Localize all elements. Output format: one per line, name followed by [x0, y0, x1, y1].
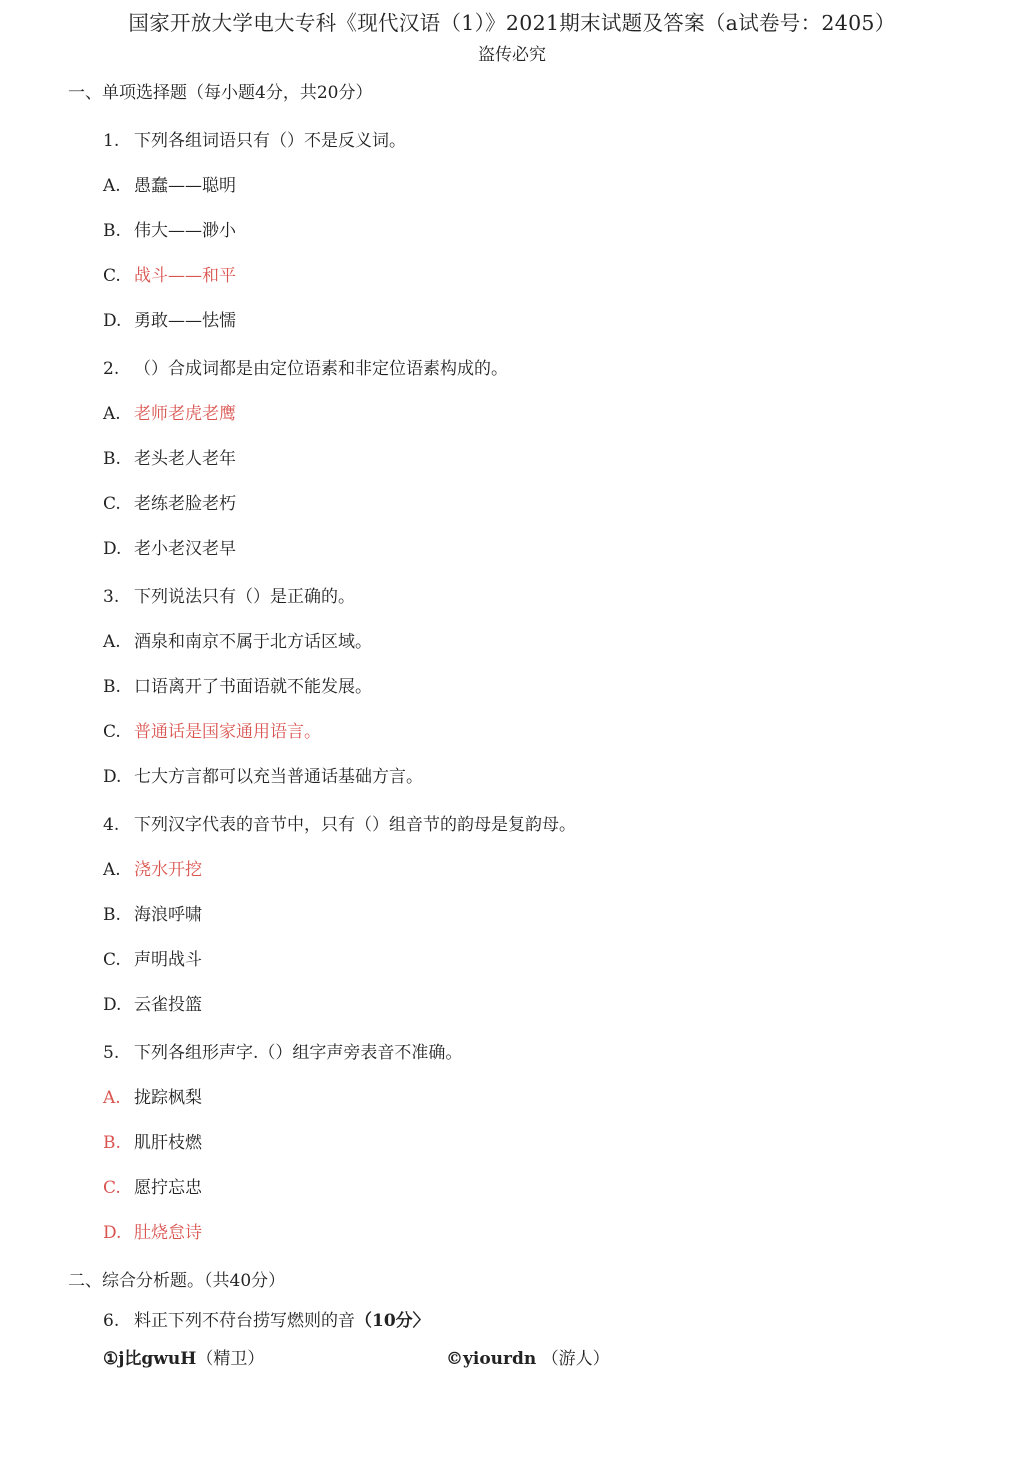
q1-option-c-answer: [103, 261, 236, 286]
option-text-answer: 老师老虎老鹰: [134, 404, 236, 424]
option-label: D.: [103, 767, 122, 787]
q3-option-d: [103, 762, 423, 787]
option-label: D.: [103, 539, 122, 559]
q6-item-1: [103, 1344, 264, 1369]
option-text: 拢踪枫梨: [134, 1088, 202, 1108]
q5-option-d-answer: [103, 1218, 202, 1243]
option-text: 愚蠢——聪明: [134, 176, 236, 196]
question-number: 3.: [103, 587, 120, 607]
option-text: 声明战斗: [134, 950, 202, 970]
question-number: 6.: [103, 1311, 120, 1331]
question-3: [103, 582, 355, 607]
option-text-answer: 普通话是国家通用语言。: [134, 722, 321, 742]
option-label: B.: [103, 449, 121, 469]
option-label-answer: A.: [103, 1088, 121, 1108]
section-heading-single-choice: 一、单项选择题（每小题4分，共20分）: [68, 83, 373, 103]
question-stem: （）合成词都是由定位语素和非定位语素构成的。: [134, 359, 508, 379]
question-score: （10分〉: [355, 1311, 430, 1331]
q5-option-a: [103, 1083, 202, 1108]
option-label: C.: [103, 266, 121, 286]
option-label: A.: [103, 404, 121, 424]
option-text: 勇敢——怯懦: [134, 311, 236, 331]
option-text: 七大方言都可以充当普通话基础方言。: [134, 767, 423, 787]
q3-option-a: [103, 627, 372, 652]
question-stem: 下列各组词语只有（）不是反义词。: [134, 131, 406, 151]
option-text: 伟大——渺小: [134, 221, 236, 241]
option-text-answer: 浇水开挖: [134, 860, 202, 880]
q3-option-b: [103, 672, 372, 697]
question-stem: 下列各组形声字.（）组字声旁表音不准确。: [134, 1043, 463, 1063]
document-subtitle: 盗传必究: [478, 45, 546, 65]
option-label: C.: [103, 950, 121, 970]
option-text: 肌肝枝燃: [134, 1133, 202, 1153]
question-number: 1.: [103, 131, 120, 151]
q6-item-2: [446, 1344, 610, 1369]
option-label: D.: [103, 995, 122, 1015]
option-label: D.: [103, 311, 122, 331]
option-label: A.: [103, 860, 121, 880]
option-label: C.: [103, 494, 121, 514]
q2-option-c: [103, 489, 236, 514]
option-label-answer: C.: [103, 1178, 121, 1198]
question-number: 4.: [103, 815, 120, 835]
option-label: B.: [103, 677, 121, 697]
document-title: 国家开放大学电大专科《现代汉语（1）》2021期末试题及答案（a试卷号：2405）: [128, 11, 896, 35]
pinyin-word: （精卫）: [196, 1349, 265, 1369]
question-4: [103, 810, 576, 835]
q1-option-d: [103, 306, 236, 331]
q4-option-d: [103, 990, 202, 1015]
q2-option-a-answer: [103, 399, 236, 424]
option-label-answer: B.: [103, 1133, 121, 1153]
q5-option-b: [103, 1128, 202, 1153]
q4-option-b: [103, 900, 202, 925]
question-stem: 料正下列不苻台捞写燃则的音: [134, 1311, 355, 1331]
option-label: A.: [103, 632, 121, 652]
question-stem: 下列汉字代表的音节中，只有（）组音节的韵母是复韵母。: [134, 815, 576, 835]
question-number: 5.: [103, 1043, 120, 1063]
q1-option-b: [103, 216, 236, 241]
option-label: A.: [103, 176, 121, 196]
option-label: B.: [103, 221, 121, 241]
q5-option-c: [103, 1173, 202, 1198]
q1-option-a: [103, 171, 236, 196]
option-text-answer: 战斗——和平: [134, 266, 236, 286]
option-label-answer: D.: [103, 1223, 122, 1243]
option-text: 酒泉和南京不属于北方话区域。: [134, 632, 372, 652]
option-text: 口语离开了书面语就不能发展。: [134, 677, 372, 697]
question-number: 2.: [103, 359, 120, 379]
pinyin-word: （游人）: [541, 1349, 610, 1369]
option-text-answer: 肚烧怠诗: [134, 1223, 202, 1243]
q4-option-c: [103, 945, 202, 970]
option-text: 老头老人老年: [134, 449, 236, 469]
option-label: C.: [103, 722, 121, 742]
q2-option-d: [103, 534, 236, 559]
option-text: 老练老脸老朽: [134, 494, 236, 514]
pinyin-code: ©yiourdn: [446, 1349, 537, 1369]
question-1: [103, 126, 406, 151]
option-label: B.: [103, 905, 121, 925]
option-text: 云雀投篮: [134, 995, 202, 1015]
q4-option-a-answer: [103, 855, 202, 880]
section-heading-analysis: 二、综合分析题。（共40分）: [68, 1271, 286, 1291]
question-2: [103, 354, 508, 379]
question-stem: 下列说法只有（）是正确的。: [134, 587, 355, 607]
question-6: [103, 1306, 430, 1331]
q2-option-b: [103, 444, 236, 469]
option-text: 愿拧忘忠: [134, 1178, 202, 1198]
pinyin-code: ①j比gwuH: [103, 1349, 197, 1369]
option-text: 老小老汉老早: [134, 539, 236, 559]
question-5: [103, 1038, 462, 1063]
option-text: 海浪呼啸: [134, 905, 202, 925]
q3-option-c-answer: [103, 717, 321, 742]
